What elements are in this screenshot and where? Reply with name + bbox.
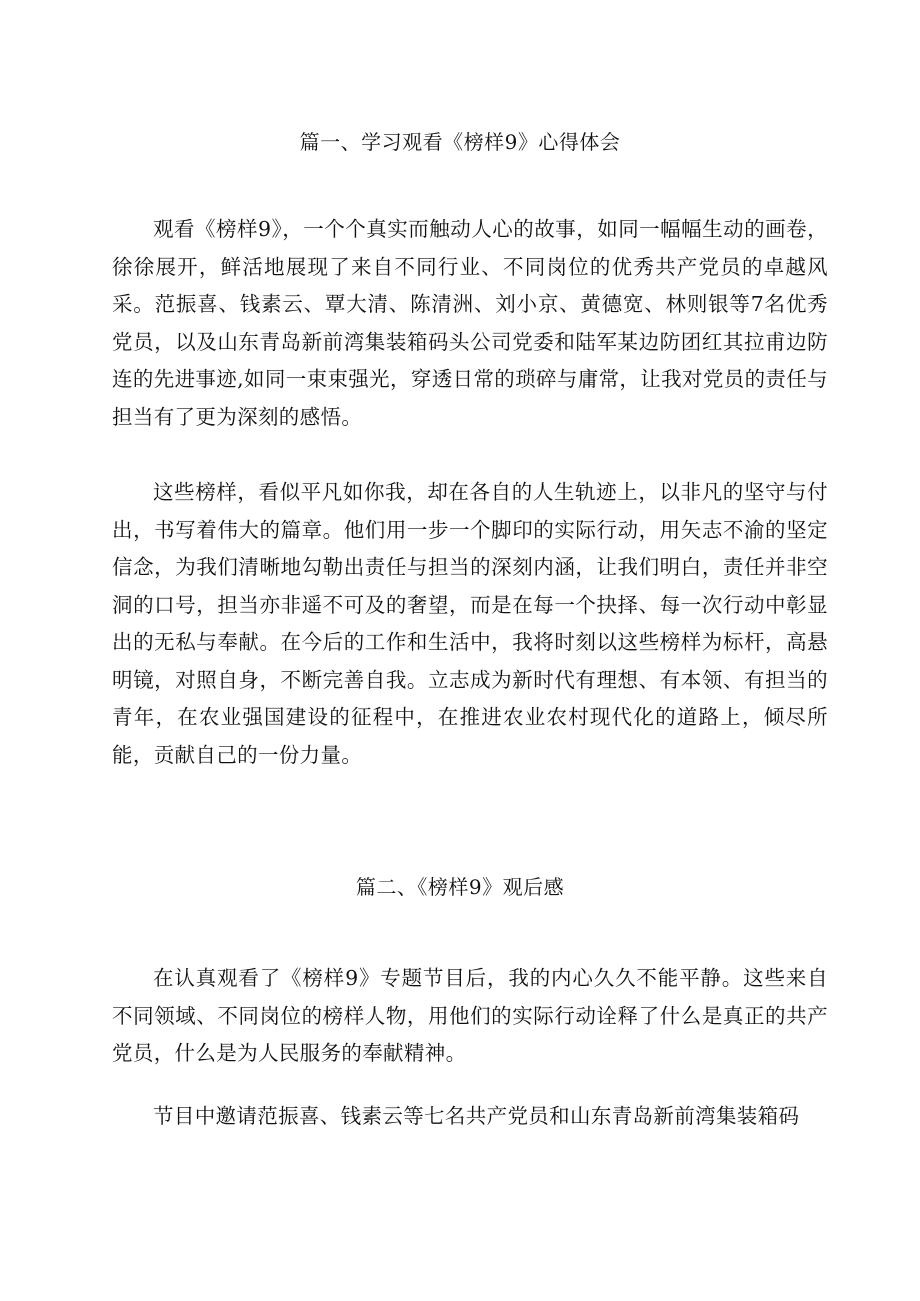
- section-2-paragraph-2: 节目中邀请范振喜、钱素云等七名共产党员和山东青岛新前湾集装箱码: [153, 1104, 800, 1128]
- section-2-title: 篇二、《榜样9》观后感: [355, 875, 565, 899]
- section-2-paragraph-1: 在认真观看了《榜样9》专题节目后，我的内心久久不能平静。这些来自不同领域、不同岗位的榜样人物，用他们的实际行动诠释了什么是真正的共产党员，什么是为人民服务的奉献精神。: [112, 966, 828, 1065]
- section-1-title: 篇一、学习观看《榜样9》心得体会: [299, 130, 621, 154]
- section-1-paragraph-1: 观看《榜样9》，一个个真实而触动人心的故事，如同一幅幅生动的画卷，徐徐展开，鲜活地展现了来自不同行业、不同岗位的优秀共产党员的卓越风采。范振喜、钱素云、覃大清、陈清洲、刘小京、黄德宽、林则银等7名优秀党员，以及山东青岛新前湾集装箱码头公司党委和陆军某边防团红其拉甫边防连的先进事迹,如同一束束强光，穿透日常的琐碎与庸常，让我对党员的责任与担当有了更为深刻的感悟。: [112, 217, 828, 429]
- section-1-paragraph-2: 这些榜样，看似平凡如你我，却在各自的人生轨迹上，以非凡的坚守与付出，书写着伟大的篇章。他们用一步一个脚印的实际行动，用矢志不渝的坚定信念，为我们清晰地勾勒出责任与担当的深刻内涵，让我们明白，责任并非空洞的口号，担当亦非遥不可及的奢望，而是在每一个抉择、每一次行动中彰显出的无私与奉献。在今后的工作和生活中，我将时刻以这些榜样为标杆，高悬明镜，对照自身，不断完善自我。立志成为新时代有理想、有本领、有担当的青年，在农业强国建设的征程中，在推进农业农村现代化的道路上，倾尽所能，贡献自己的一份力量。: [112, 480, 828, 767]
